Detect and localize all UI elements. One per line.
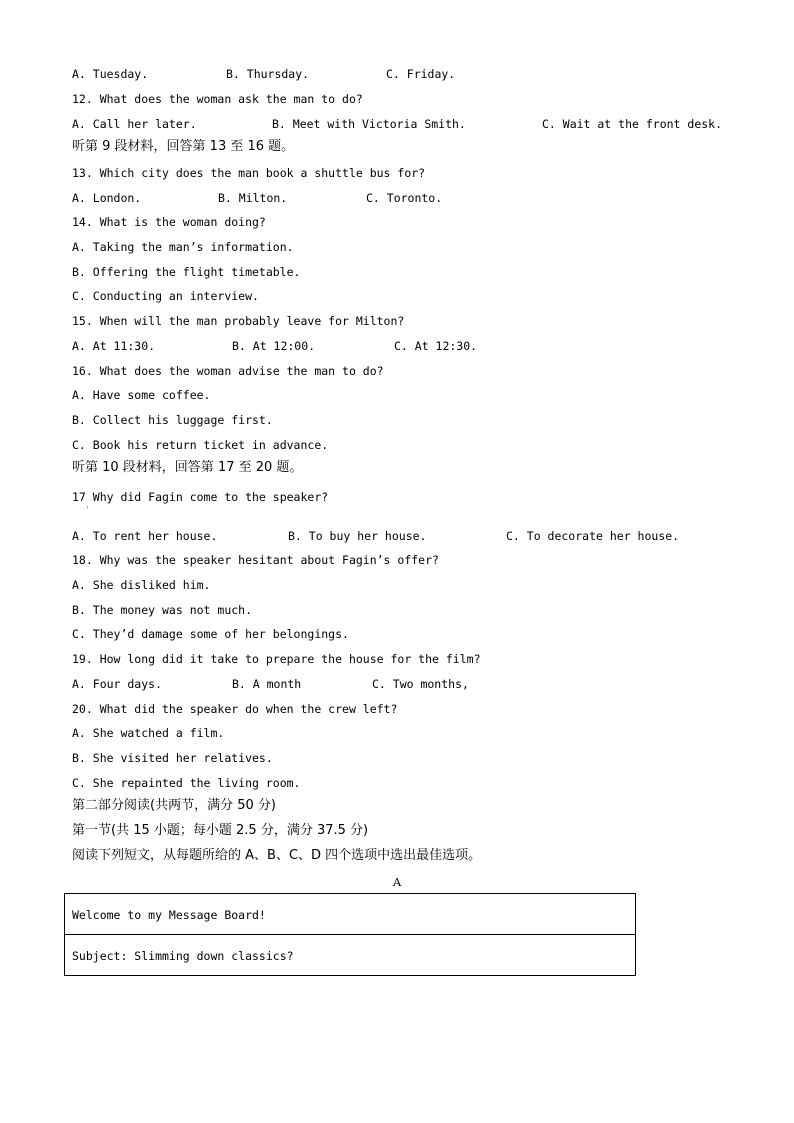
message-board-table: [64, 893, 636, 976]
q20-stem: 20. What did the speaker do when the crew left?: [72, 702, 398, 716]
q18-option-b: B. The money was not much.: [72, 603, 253, 617]
q18-option-c: C. They’d damage some of her belongings.: [72, 627, 349, 641]
q13-option-c: C. Toronto.: [366, 191, 443, 205]
q18-option-a: A. She disliked him.: [72, 578, 211, 592]
q15-option-b: B. At 12:00.: [232, 339, 316, 353]
q11-option-c: C. Friday.: [386, 67, 456, 81]
q15-option-c: C. At 12:30.: [394, 339, 478, 353]
q19-stem: 19. How long did it take to prepare the house for the film?: [72, 652, 481, 666]
message-board-subject-row: [65, 935, 635, 976]
message-board-welcome-row: [65, 894, 635, 935]
q18-stem: 18. Why was the speaker hesitant about Fagin’s offer?: [72, 553, 439, 567]
q20-option-a: A. She watched a film.: [72, 726, 225, 740]
q12-stem: 12. What does the woman ask the man to do?: [72, 92, 363, 106]
q13-option-a: A. London.: [72, 191, 142, 205]
section9-heading: 听第 9 段材料，回答第 13 至 16 题。: [72, 139, 295, 154]
q13-stem: 13. Which city does the man book a shuttle bus for?: [72, 166, 426, 180]
q19-option-a: A. Four days.: [72, 677, 163, 691]
q20-option-c: C. She repainted the living room.: [72, 776, 301, 790]
q12-option-a: A. Call her later.: [72, 117, 197, 131]
q19-option-b: B. A month: [232, 677, 302, 691]
q14-option-c: C. Conducting an interview.: [72, 289, 259, 303]
q14-option-a: A. Taking the man’s information.: [72, 240, 294, 254]
q16-option-a: A. Have some coffee.: [72, 388, 211, 402]
part2-section1-heading: 第一节(共 15 小题；每小题 2.5 分，满分 37.5 分): [72, 823, 369, 838]
q12-option-c: C. Wait at the front desk.: [542, 117, 723, 131]
stray-tick-mark: ': [86, 506, 90, 513]
q15-stem: 15. When will the man probably leave for Milton?: [72, 314, 405, 328]
q11-option-a: A. Tuesday.: [72, 67, 149, 81]
q17-option-b: B. To buy her house.: [288, 529, 427, 543]
section10-heading: 听第 10 段材料，回答第 17 至 20 题。: [72, 460, 303, 475]
q14-stem: 14. What is the woman doing?: [72, 215, 266, 229]
part2-title: 第二部分阅读(共两节，满分 50 分): [72, 798, 276, 813]
q16-option-c: C. Book his return ticket in advance.: [72, 438, 329, 452]
part2-instructions: 阅读下列短文，从每题所给的 A、B、C、D 四个选项中选出最佳选项。: [72, 848, 482, 863]
q16-option-b: B. Collect his luggage first.: [72, 413, 273, 427]
q15-option-a: A. At 11:30.: [72, 339, 156, 353]
q12-option-b: B. Meet with Victoria Smith.: [272, 117, 466, 131]
message-board-welcome-text: Welcome to my Message Board!: [72, 908, 266, 922]
q19-option-c: C. Two months,: [372, 677, 469, 691]
q17-stem: 17 Why did Fagin come to the speaker?: [72, 490, 329, 504]
q13-option-b: B. Milton.: [218, 191, 288, 205]
q17-option-a: A. To rent her house.: [72, 529, 218, 543]
q17-option-c: C. To decorate her house.: [506, 529, 680, 543]
q11-option-b: B. Thursday.: [226, 67, 310, 81]
passage-letter: A: [392, 875, 402, 889]
q20-option-b: B. She visited her relatives.: [72, 751, 273, 765]
q16-stem: 16. What does the woman advise the man to do?: [72, 364, 384, 378]
message-board-subject-text: Subject: Slimming down classics?: [72, 949, 294, 963]
q14-option-b: B. Offering the flight timetable.: [72, 265, 301, 279]
